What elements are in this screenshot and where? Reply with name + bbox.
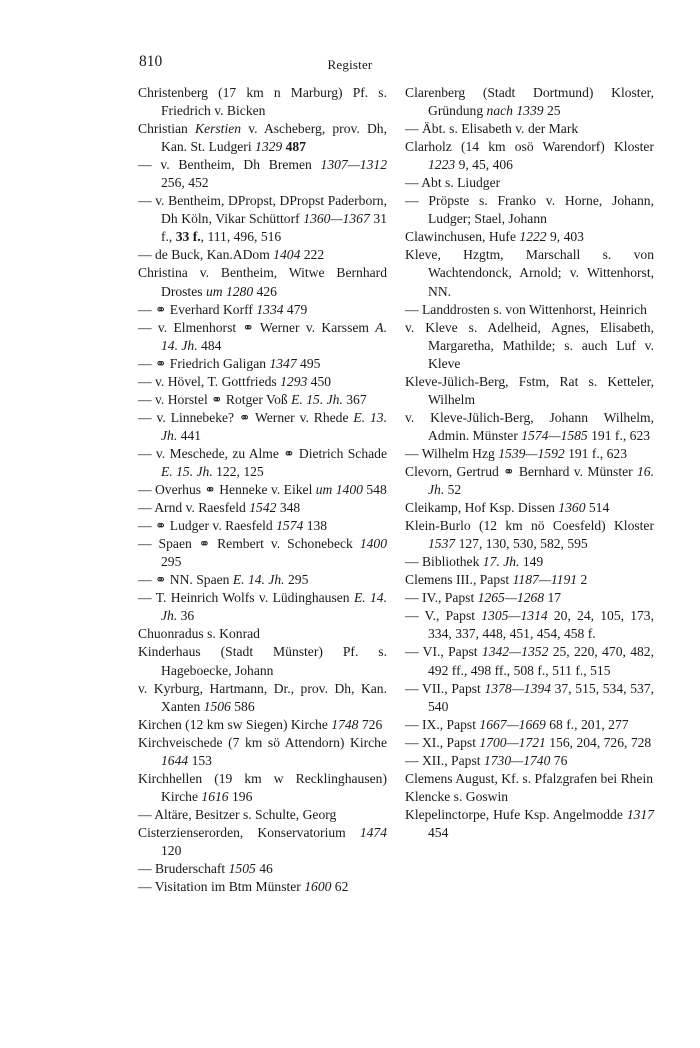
index-entry	[138, 409, 387, 445]
entry-text: 1505	[228, 861, 256, 877]
entry-text: 1700—1721	[479, 734, 546, 750]
entry-text: 1542	[249, 500, 277, 516]
entry-text: 196	[228, 788, 253, 804]
index-entry	[405, 246, 654, 300]
entry-text: um 1280	[205, 283, 254, 299]
entry-text: 191 f., 623	[587, 427, 651, 443]
entry-text: 122, 125	[212, 463, 264, 479]
entry-text: 9, 45, 406	[455, 157, 513, 173]
index-entry	[405, 788, 654, 806]
entry-text: 17	[544, 590, 562, 606]
index-entry	[138, 445, 387, 481]
index-entry	[405, 607, 654, 643]
entry-text: 52	[444, 482, 462, 498]
entry-text: v. Kyrburg, Hartmann, Dr., prov. Dh, Kan. Xanten	[138, 680, 387, 714]
index-entry	[138, 535, 387, 571]
index-entry	[138, 391, 387, 409]
entry-text: — XI., Papst	[405, 734, 480, 750]
index-entry	[138, 373, 387, 391]
index-entry	[138, 571, 387, 589]
entry-text: Clemens August, Kf. s. Pfalzgrafen bei Rhein	[405, 770, 654, 786]
index-entry	[138, 589, 387, 625]
entry-text: — Altäre, Besitzer s. Schulte, Georg	[138, 806, 337, 822]
entry-text: Cisterzienserorden, Konservatorium	[138, 824, 360, 840]
entry-text: Kleve, Hzgtm, Marschall s. von Wachtendonck, Arnold; v. Wittenhorst, NN.	[405, 247, 654, 299]
index-entry	[138, 481, 387, 499]
entry-text: 1539—1592	[498, 445, 565, 461]
entry-text: 16. Jh.	[428, 463, 654, 498]
index-entry	[405, 499, 654, 517]
index-entry	[138, 734, 387, 770]
entry-text: 367	[342, 391, 367, 407]
entry-text: 76	[550, 752, 568, 768]
entry-text: 295	[284, 572, 309, 588]
entry-text: 1644	[161, 752, 189, 768]
entry-text: 484	[197, 337, 222, 353]
index-column-right	[405, 84, 654, 842]
entry-text: Kirchveischede (7 km sö Attendorn) Kirche	[138, 734, 387, 750]
entry-text: — Abt s. Liudger	[405, 175, 501, 191]
index-entry	[138, 860, 387, 878]
page-number: 810	[139, 53, 163, 70]
entry-text: Kirchen (12 km sw Siegen) Kirche	[138, 716, 332, 732]
entry-text: 586	[230, 698, 255, 714]
index-entry	[138, 680, 387, 716]
entry-text: 487	[285, 139, 306, 155]
index-entry	[405, 716, 654, 734]
index-entry	[405, 734, 654, 752]
entry-text: Christenberg (17 km n Marburg) Pf. s. Friedrich v. Bicken	[138, 85, 387, 119]
entry-text: — v. Bentheim, Dh Bremen	[138, 157, 321, 173]
entry-text: 1342—1352	[481, 644, 549, 660]
entry-text: Clarenberg (Stadt Dortmund) Kloster, Gründung	[405, 85, 654, 119]
entry-text: 25, 220, 470, 482, 492 ff., 498 ff., 508 f., 511 f., 515	[428, 644, 654, 678]
index-entry	[405, 445, 654, 463]
entry-text: Clemens III., Papst	[405, 572, 513, 588]
index-entry	[138, 499, 387, 517]
entry-text: A. 14. Jh.	[161, 319, 387, 353]
entry-text: E. 15. Jh.	[291, 391, 343, 407]
entry-text: — v. Linnebeke? ⚭ Werner v. Rhede	[138, 409, 354, 425]
entry-text: 1574—1585	[521, 427, 588, 443]
entry-text: 1378—1394	[484, 680, 551, 696]
index-entry	[405, 680, 654, 716]
entry-text: 25	[543, 103, 561, 119]
entry-text: E. 14. Jh.	[232, 572, 285, 588]
entry-text: 2	[577, 572, 588, 588]
index-entry	[405, 138, 654, 174]
entry-text: 441	[177, 427, 202, 443]
entry-text: 138	[303, 518, 328, 534]
index-entry	[405, 571, 654, 589]
entry-text: Klencke s. Goswin	[405, 788, 509, 804]
index-entry	[138, 156, 387, 192]
entry-text: — v. Bentheim, DPropst, DPropst Paderborn, Dh Köln, Vikar Schüttorf	[138, 193, 387, 227]
entry-text: 222	[300, 247, 325, 263]
entry-text: , 111, 496, 516	[200, 229, 282, 245]
entry-text: — ⚭ NN. Spaen	[138, 572, 233, 588]
index-entry	[138, 120, 387, 156]
entry-text: 1329	[255, 139, 283, 155]
entry-text: 256, 452	[161, 175, 209, 191]
index-entry	[405, 517, 654, 553]
entry-text: v. Ascheberg, prov. Dh, Kan. St. Ludgeri	[161, 121, 387, 155]
entry-text: 426	[253, 283, 277, 299]
index-entry	[138, 716, 387, 734]
entry-text: 120	[161, 842, 182, 858]
entry-text: 20, 24, 105, 173, 334, 337, 448, 451, 454, 458 f.	[428, 608, 654, 642]
entry-text: 454	[428, 824, 449, 840]
entry-text: — Spaen ⚭ Rembert v. Schonebeck	[138, 536, 360, 552]
entry-text: Cleikamp, Hof Ksp. Dissen	[405, 500, 559, 516]
index-entry	[405, 373, 654, 409]
entry-text: nach 1339	[486, 103, 544, 119]
entry-text: Christina v. Bentheim, Witwe Bernhard Drostes	[138, 265, 387, 299]
entry-text: 514	[585, 500, 610, 516]
entry-text: Chuonradus s. Konrad	[138, 626, 260, 642]
index-entry	[405, 84, 654, 120]
index-entry	[405, 463, 654, 499]
entry-text: 495	[296, 355, 321, 371]
entry-text: Clarholz (14 km osö Warendorf) Kloster	[405, 139, 654, 155]
entry-text: — Bibliothek	[405, 554, 483, 570]
entry-text: 1307—1312	[320, 157, 387, 173]
running-head: Register	[327, 57, 373, 72]
entry-text: 1305—1314	[481, 608, 548, 624]
entry-text: — ⚭ Ludger v. Raesfeld	[138, 518, 277, 534]
index-entry	[138, 625, 387, 643]
index-entry	[138, 355, 387, 373]
index-entry	[138, 878, 387, 896]
entry-text: — XII., Papst	[405, 752, 484, 768]
entry-text: Klein-Burlo (12 km nö Coesfeld) Kloster	[405, 518, 654, 534]
entry-text: 1223	[428, 157, 456, 173]
entry-text: E. 14. Jh.	[161, 590, 387, 624]
entry-text: 1222	[519, 229, 547, 245]
entry-text: 1730—1740	[483, 752, 551, 768]
entry-text: — VI., Papst	[405, 644, 482, 660]
entry-text: 1616	[201, 788, 229, 804]
entry-text: Kleve-Jülich-Berg, Fstm, Rat s. Ketteler, Wilhelm	[405, 373, 654, 407]
index-entry	[405, 228, 654, 246]
index-entry	[405, 553, 654, 571]
entry-text: 153	[188, 752, 212, 768]
index-entry	[405, 301, 654, 319]
entry-text: 127, 130, 530, 582, 595	[455, 536, 588, 552]
entry-text: Kirchhellen (19 km w Recklinghausen) Kirche	[138, 770, 387, 804]
index-entry	[138, 824, 387, 860]
entry-text: — Pröpste s. Franko v. Horne, Johann, Ludger; Stael, Johann	[405, 193, 654, 227]
entry-text: — Landdrosten s. von Wittenhorst, Heinrich	[405, 301, 647, 317]
entry-text: Christian	[138, 121, 195, 137]
entry-text: Clawinchusen, Hufe	[405, 229, 520, 245]
index-entry	[405, 192, 654, 228]
entry-text: — V., Papst	[405, 608, 482, 624]
entry-text: 726	[358, 716, 383, 732]
entry-text: 33 f.	[175, 229, 201, 245]
index-entry	[138, 264, 387, 300]
entry-text: 1400	[359, 536, 387, 552]
entry-text: 36	[177, 608, 195, 624]
entry-text: 1748	[331, 716, 359, 732]
entry-text: 68 f., 201, 277	[545, 716, 629, 732]
entry-text: 46	[255, 861, 273, 877]
entry-text: Clevorn, Gertrud ⚭ Bernhard v. Münster	[405, 463, 637, 479]
entry-text: — v. Meschede, zu Alme ⚭ Dietrich Schade	[138, 445, 387, 461]
entry-text: um 1400	[315, 482, 363, 498]
entry-text: — v. Horstel ⚭ Rotger Voß	[138, 391, 292, 407]
index-entry	[138, 770, 387, 806]
entry-text: 479	[283, 301, 308, 317]
entry-text: 149	[519, 554, 544, 570]
index-entry	[138, 84, 387, 120]
entry-text: — VII., Papst	[405, 680, 485, 696]
entry-text: — IV., Papst	[405, 590, 478, 606]
entry-text: — IX., Papst	[405, 716, 480, 732]
index-entry	[138, 517, 387, 535]
entry-text: — Äbt. s. Elisabeth v. der Mark	[405, 121, 579, 137]
entry-text: 191 f., 623	[564, 445, 627, 461]
index-entry	[138, 301, 387, 319]
entry-text: — T. Heinrich Wolfs v. Lüdinghausen	[138, 590, 354, 606]
entry-text: 17. Jh.	[482, 554, 520, 570]
entry-text: 1667—1669	[479, 716, 546, 732]
entry-text: Klepelinctorpe, Hufe Ksp. Angelmodde	[405, 806, 627, 822]
index-entry	[405, 806, 654, 842]
entry-text: 37, 515, 534, 537, 540	[428, 680, 655, 714]
entry-text: 295	[161, 554, 182, 570]
index-entry	[405, 319, 654, 373]
entry-text: 1334	[256, 301, 284, 317]
entry-text: 62	[331, 879, 349, 895]
index-column-left	[138, 84, 387, 896]
entry-text: — de Buck, Kan.ADom	[138, 247, 274, 263]
entry-text: Kinderhaus (Stadt Münster) Pf. s. Hageboecke, Johann	[138, 644, 387, 678]
entry-text: 1293	[280, 373, 308, 389]
entry-text: — ⚭ Everhard Korff	[138, 301, 257, 317]
index-entry	[405, 589, 654, 607]
entry-text: 9, 403	[546, 229, 584, 245]
index-entry	[138, 643, 387, 679]
entry-text: — Visitation im Btm Münster	[138, 879, 305, 895]
entry-text: E. 15. Jh.	[161, 463, 213, 479]
index-entry	[138, 192, 387, 246]
index-entry	[405, 643, 654, 679]
entry-text: 1347	[269, 355, 297, 371]
entry-text: 1506	[203, 698, 231, 714]
entry-text: — v. Hövel, T. Gottfrieds	[138, 373, 281, 389]
index-entry	[138, 806, 387, 824]
index-entry	[405, 752, 654, 770]
entry-text: 1187—1191	[512, 572, 578, 588]
entry-text: 1574	[276, 518, 304, 534]
entry-text: 156, 204, 726, 728	[545, 734, 652, 750]
entry-text: 450	[307, 373, 332, 389]
entry-text: Kerstien	[195, 121, 242, 137]
entry-text: 348	[276, 500, 301, 516]
entry-text: v. Kleve-Jülich-Berg, Johann Wilhelm, Admin. Münster	[405, 409, 654, 443]
index-entry	[138, 246, 387, 264]
index-entry	[405, 174, 654, 192]
entry-text: — Wilhelm Hzg	[405, 445, 499, 461]
entry-text: 548	[362, 482, 387, 498]
entry-text: 1265—1268	[477, 590, 545, 606]
entry-text: — ⚭ Friedrich Galigan	[138, 355, 270, 371]
entry-text: 1474	[359, 824, 387, 840]
entry-text: 31 f.,	[161, 211, 387, 245]
index-entry	[405, 409, 654, 445]
entry-text: — Arnd v. Raesfeld	[138, 500, 250, 516]
entry-text: 1404	[273, 247, 301, 263]
entry-text: v. Kleve s. Adelheid, Agnes, Elisabeth, Margaretha, Mathilde; s. auch Luf v. Kleve	[405, 319, 654, 371]
entry-text: 1537	[428, 536, 456, 552]
entry-text: 1600	[304, 879, 332, 895]
index-entry	[405, 120, 654, 138]
index-entry	[138, 319, 387, 355]
entry-text: E. 13. Jh.	[161, 409, 387, 443]
entry-text: — Overhus ⚭ Henneke v. Eikel	[138, 482, 316, 498]
entry-text: 1317	[626, 806, 654, 822]
index-entry	[405, 770, 654, 788]
entry-text: 1360—1367	[303, 211, 370, 227]
entry-text: 1360	[558, 500, 586, 516]
entry-text: — Bruderschaft	[138, 861, 229, 877]
entry-text: — v. Elmenhorst ⚭ Werner v. Karssem	[138, 319, 376, 335]
